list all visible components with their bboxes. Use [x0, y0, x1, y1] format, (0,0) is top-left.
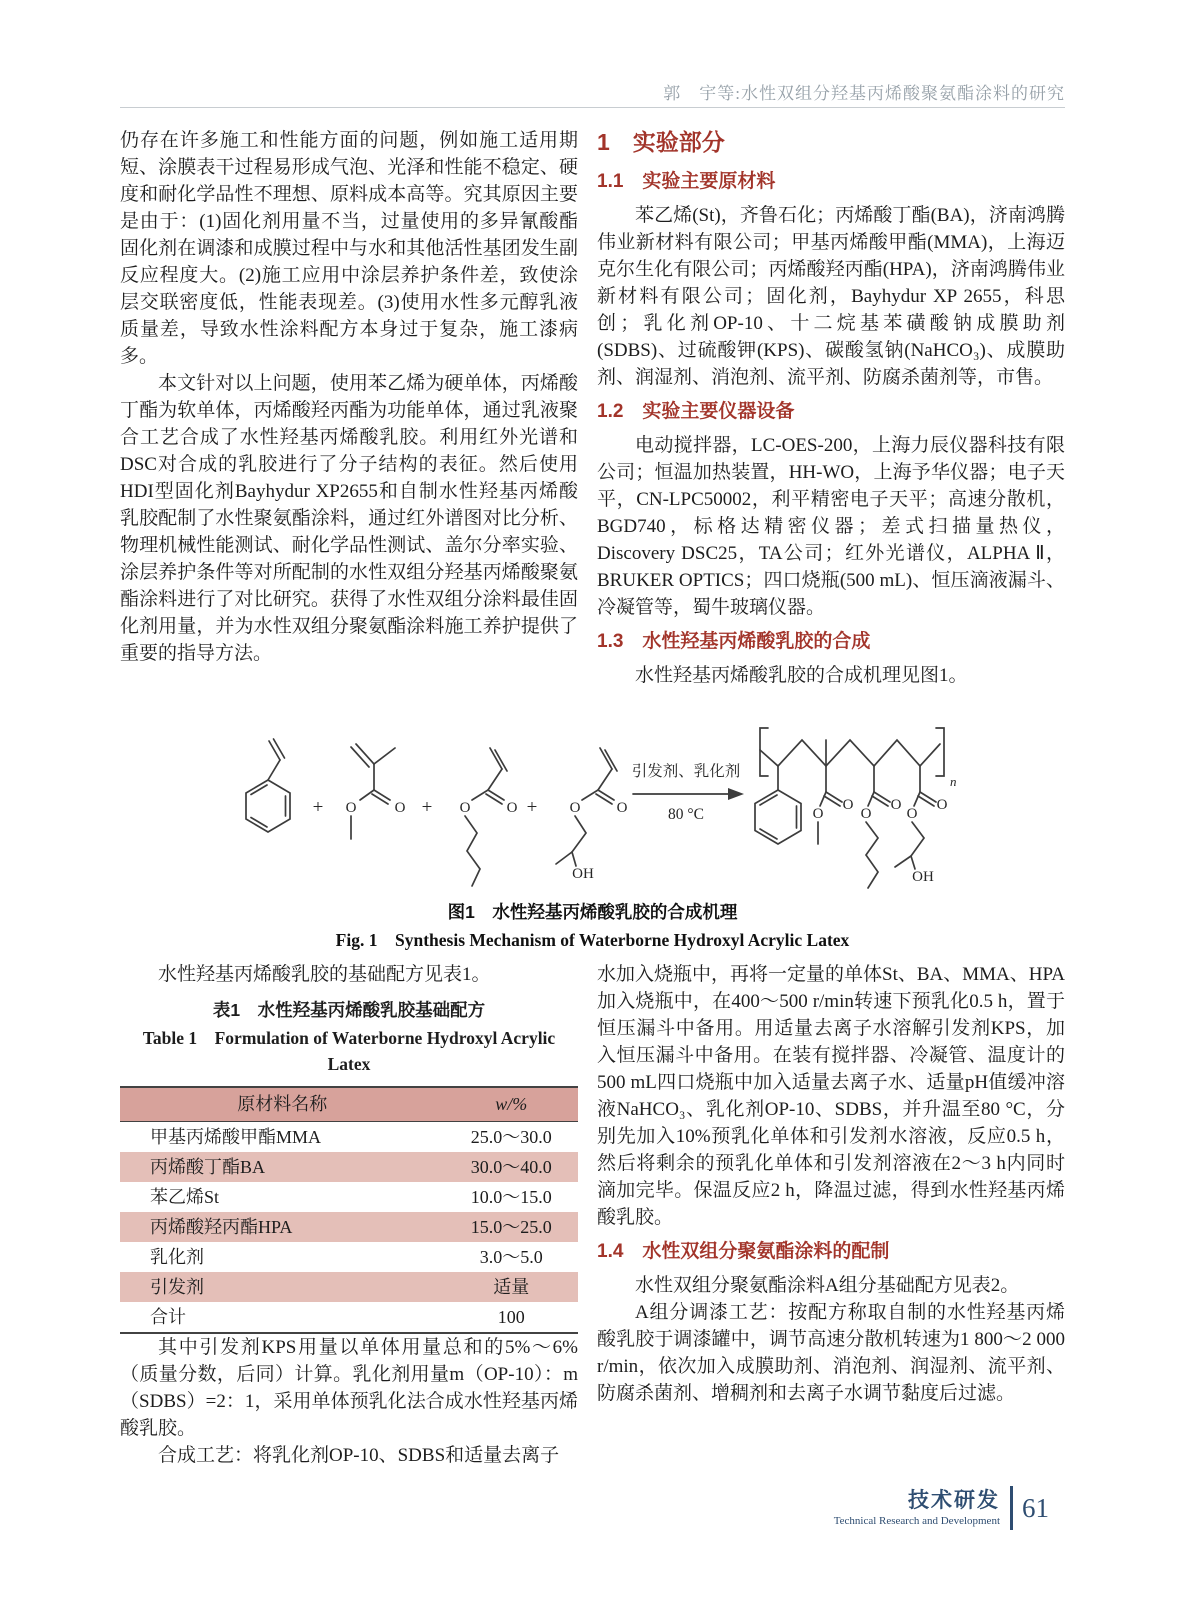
- section-heading-1: 1 实验部分: [597, 129, 725, 155]
- column-header-weight-percent: w/%: [495, 1094, 528, 1114]
- left-column-top: [120, 127, 578, 667]
- paragraph: 电动搅拌器，LC-OES-200，上海力辰仪器科技有限公司；恒温加热装置，HH-WO，上海予华仪器；电子天平，CN-LPC50002，利平精密电子天平；高速分散机，BGD740，标格达精密仪器；差式扫描量热仪，Discovery DSC25，TA公司；红外光谱仪，ALPHA Ⅱ，BRUKER OPTICS；四口烧瓶(500 mL)、恒压滴液漏斗、冷凝管等，蜀牛玻璃仪器。: [597, 435, 1065, 618]
- paragraph: 水加入烧瓶中，再将一定量的单体St、BA、MMA、HPA加入烧瓶中，在400～500 r/min转速下预乳化0.5 h，置于恒压漏斗中备用。用适量去离子水溶解引发剂KPS，加入恒压漏斗中备用。在装有搅拌器、冷凝管、温度计的500 mL四口烧瓶中加入适量去离子水、适量pH值缓冲溶液NaHCO₃、乳化剂OP-10、SDBS，并升温至80 °C，分别先加入10%预乳化单体和引发剂水溶液，反应0.5 h，然后将剩余的预乳化单体和引发剂溶液在2～3 h内同时滴加完毕。保温反应2 h，降温过滤，得到水性羟基丙烯酸乳胶。: [597, 964, 1066, 1228]
- paragraph: 本文针对以上问题，使用苯乙烯为硬单体，丙烯酸丁酯为软单体，丙烯酸羟丙酯为功能单体，通过乳液聚合工艺合成了水性羟基丙烯酸乳胶。利用红外光谱和DSC对合成的乳胶进行了分子结构的表征。然后使用HDI型固化剂Bayhydur XP2655和自制水性羟基丙烯酸乳胶配制了水性聚氨酯涂料，通过红外谱图对比分析、物理机械性能测试、耐化学品性测试、盖尔分率实验、涂层养护条件等对所配制的水性双组分羟基丙烯酸聚氨酯涂料进行了对比研究。获得了水性双组分涂料最佳固化剂用量，并为水性双组分聚氨酯涂料施工养护提供了重要的指导方法。: [120, 373, 578, 664]
- left-column-bottom: [120, 961, 578, 1469]
- paragraph: 仍存在许多施工和性能方面的问题，例如施工适用期短、涂膜表干过程易形成气泡、光泽和性能不稳定、硬度和耐化学品性不理想、原料成本高等。究其原因主要是由于：(1)固化剂用量不当，过量使用的多异氰酸酯固化剂在调漆和成膜过程中与水和其他活性基团发生副反应程度大。(2)施工应用中涂层养护条件差，致使涂层交联密度低，性能表现差。(3)使用水性多元醇乳液质量差，导致水性涂料配方本身过于复杂，施工漆病多。: [120, 130, 578, 367]
- mma-structure: [346, 744, 406, 839]
- oxygen-label: O: [345, 800, 357, 816]
- table-row: [120, 1182, 578, 1212]
- cell-material: 引发剂: [150, 1276, 204, 1297]
- footer-section-label: [834, 1490, 1000, 1527]
- right-column-bottom: [597, 961, 1065, 1407]
- hpa-structure: [556, 748, 628, 882]
- table-row: [120, 1242, 578, 1272]
- plus-sign: +: [526, 797, 538, 818]
- paragraph: A组分调漆工艺：按配方称取自制的水性羟基丙烯酸乳胶于调漆罐中，调节高速分散机转速为1 800～2 000 r/min，依次加入成膜助剂、消泡剂、润湿剂、流平剂、防腐杀菌剂、增稠剂和去离子水调节黏度后过滤。: [597, 1302, 1065, 1404]
- header-rule: [120, 107, 1065, 108]
- paragraph: 合成工艺：将乳化剂OP-10、SDBS和适量去离子: [158, 1445, 560, 1466]
- oxygen-label: O: [890, 797, 902, 813]
- plus-sign: +: [312, 797, 324, 818]
- plus-sign: +: [421, 797, 433, 818]
- page-footer: [834, 1486, 1049, 1530]
- cell-value: 30.0～40.0: [470, 1156, 552, 1177]
- section-heading-1-3: 1.3 水性羟基丙烯酸乳胶的合成: [597, 631, 871, 652]
- paragraph: 水性双组分聚氨酯涂料A组分基础配方见表2。: [635, 1275, 1020, 1296]
- styrene-structure: [246, 739, 290, 832]
- cell-material: 合计: [150, 1306, 186, 1327]
- oxygen-label: O: [616, 800, 628, 816]
- cell-value: 15.0～25.0: [470, 1216, 552, 1237]
- synthesis-scheme-figure: [120, 712, 1065, 898]
- right-column-top: [597, 127, 1065, 689]
- table-row: [120, 1122, 578, 1153]
- hydroxyl-label: OH: [912, 869, 934, 885]
- oxygen-label: O: [506, 800, 518, 816]
- table-row: [120, 1212, 578, 1242]
- cell-material: 丙烯酸丁酯BA: [150, 1156, 266, 1177]
- cell-material: 乳化剂: [150, 1246, 204, 1267]
- oxygen-label: O: [569, 800, 581, 816]
- oxygen-label: O: [842, 797, 854, 813]
- oxygen-label: O: [459, 800, 471, 816]
- paragraph: 水性羟基丙烯酸乳胶的合成机理见图1。: [635, 665, 968, 686]
- figure-caption-zh: 图1 水性羟基丙烯酸乳胶的合成机理: [447, 902, 738, 922]
- table-title-zh: 表1 水性羟基丙烯酸乳胶基础配方: [212, 1000, 486, 1020]
- footer-label-en: Technical Research and Development: [833, 1514, 1000, 1527]
- footer-label-zh: 技术研发: [908, 1488, 1000, 1512]
- oxygen-label: O: [812, 806, 824, 822]
- section-heading-1-2: 1.2 实验主要仪器设备: [597, 401, 795, 422]
- oxygen-label: O: [394, 800, 406, 816]
- section-heading-1-1: 1.1 实验主要原材料: [597, 171, 776, 192]
- cell-value: 10.0～15.0: [470, 1186, 552, 1207]
- cell-value: 100: [497, 1306, 525, 1327]
- cell-material: 苯乙烯St: [150, 1186, 220, 1207]
- cell-value: 适量: [493, 1276, 530, 1297]
- formulation-table: [120, 1086, 578, 1334]
- oxygen-label: O: [860, 806, 872, 822]
- cell-value: 25.0～30.0: [470, 1126, 552, 1147]
- section-heading-1-4: 1.4 水性双组分聚氨酯涂料的配制: [597, 1241, 890, 1262]
- cell-material: 丙烯酸羟丙酯HPA: [150, 1216, 293, 1237]
- cell-value: 3.0～5.0: [479, 1246, 543, 1267]
- reaction-conditions-bottom: 80 °C: [668, 806, 704, 823]
- page-number: 61: [1022, 1492, 1049, 1523]
- table-row: [120, 1302, 578, 1333]
- reaction-conditions-top: 引发剂、乳化剂: [631, 763, 741, 780]
- paragraph: 其中引发剂KPS用量以单体用量总和的5%～6%（质量分数，后同）计算。乳化剂用量m（OP-10）：m（SDBS）=2：1，采用单体预乳化法合成水性羟基丙烯酸乳胶。: [120, 1337, 578, 1439]
- paragraph: 苯乙烯(St)，齐鲁石化；丙烯酸丁酯(BA)，济南鸿腾伟业新材料有限公司；甲基丙烯酸甲酯(MMA)，上海迈克尔生化有限公司；丙烯酸羟丙酯(HPA)，济南鸿腾伟业新材料有限公司；固化剂，Bayhydur XP 2655，科思创；乳化剂OP-10、十二烷基苯磺酸钠成膜助剂(SDBS)、过硫酸钾(KPS)、碳酸氢钠(NaHCO₃)、成膜助剂、润湿剂、消泡剂、流平剂、防腐杀菌剂等，市售。: [597, 205, 1065, 388]
- table-row: [120, 1272, 578, 1302]
- reaction-arrow: [632, 762, 744, 823]
- paragraph: 水性羟基丙烯酸乳胶的基础配方见表1。: [158, 964, 491, 985]
- running-head: 郭 宇等:水性双组分羟基丙烯酸聚氨酯涂料的研究: [663, 84, 1065, 103]
- oxygen-label: O: [906, 806, 918, 822]
- polymer-product-structure: [755, 728, 957, 888]
- table-header-row: [120, 1087, 578, 1122]
- cell-material: 甲基丙烯酸甲酯MMA: [150, 1126, 322, 1147]
- ba-structure: [460, 748, 518, 886]
- hydroxyl-label: OH: [572, 866, 594, 882]
- oxygen-label: O: [936, 797, 948, 813]
- table-row: [120, 1152, 578, 1182]
- footer-divider-bar: [1010, 1486, 1013, 1530]
- figure-caption-en: Fig. 1 Synthesis Mechanism of Waterborne Hydroxyl Acrylic Latex: [335, 930, 850, 950]
- table-title-en: Table 1 Formulation of Waterborne Hydroxyl Acrylic Latex: [142, 1028, 556, 1074]
- repeat-unit-subscript: n: [950, 774, 957, 789]
- column-header-material: 原材料名称: [237, 1094, 328, 1114]
